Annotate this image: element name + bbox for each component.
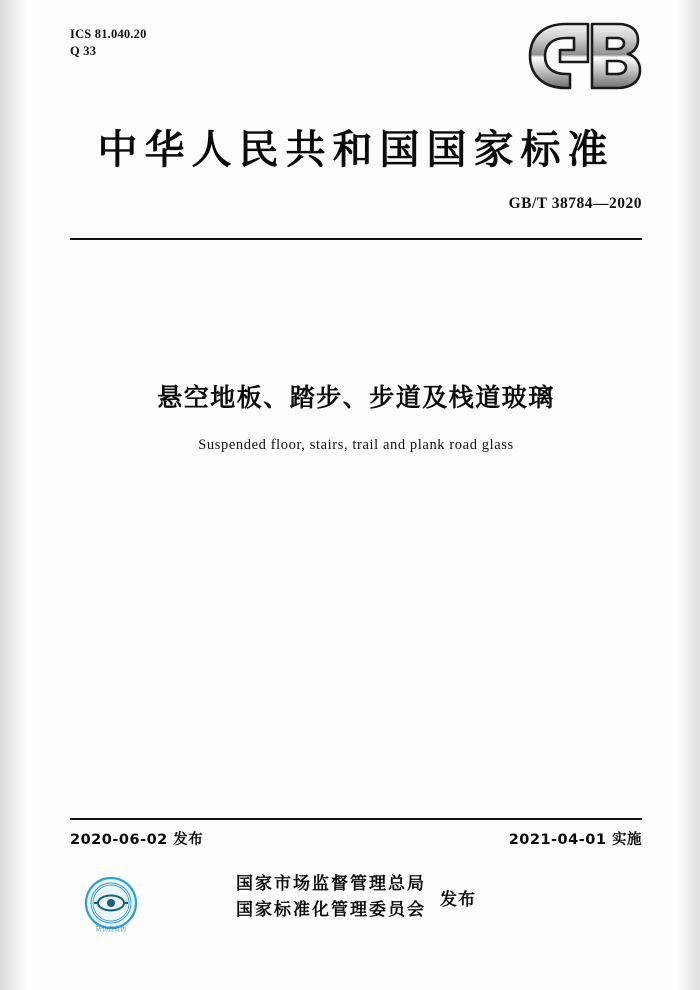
china-standard-classification-code: Q 33 [70,43,97,58]
document-title-chinese: 悬空地板、踏步、步道及栈道玻璃 [157,383,555,412]
standard-number: GB/T 38784—2020 [508,195,642,212]
ics-number: ICS 81.040.20 [70,27,147,41]
anti-counterfeit-seal-icon [80,874,142,936]
page-content [70,0,642,990]
issue-date: 2020-06-02 发布 [70,832,204,848]
header-divider [70,238,642,240]
publisher-block [70,872,642,923]
gb-national-standard-logo-icon [522,20,642,92]
seal-caption: 防伪查真伪 [95,926,127,933]
ics-classification-block [70,26,147,60]
publish-verb: 发布 [440,890,476,910]
national-standard-title: 中华人民共和国国家标准 [97,127,615,173]
document-title-english: Suspended floor, stairs, trail and plank road glass [198,437,514,453]
effective-date: 2021-04-01 实施 [508,832,642,848]
publisher-names [236,872,426,923]
publisher-line-1: 国家市场监督管理总局 [236,874,426,894]
footer-divider [70,818,642,820]
publisher-line-2: 国家标准化管理委员会 [236,899,426,920]
